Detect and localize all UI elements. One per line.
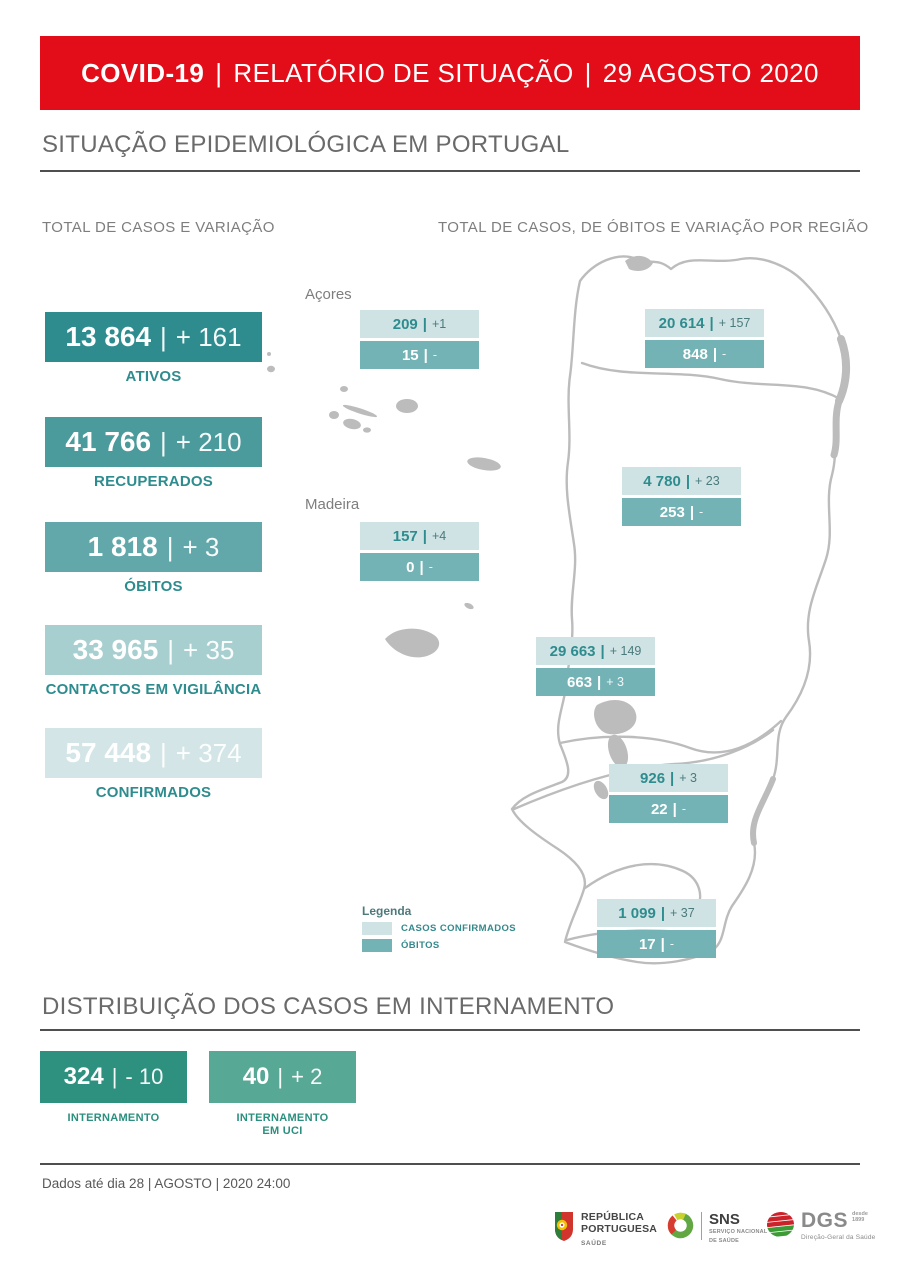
section-divider [40,1029,860,1031]
region-madeira-cases-row [360,522,479,550]
separator: | [419,558,424,576]
stat-box [45,417,262,467]
deaths-value: 15 [401,346,419,364]
dgs-globe-icon [766,1211,795,1238]
legend-row-deaths [362,939,516,952]
region-acores-cases-row [360,310,479,338]
stat-variation: + 210 [175,426,242,457]
sns-ring-icon [667,1212,694,1239]
stat-box [45,625,262,675]
cases-variation: + 23 [695,474,720,488]
region-norte-deaths-row [645,340,764,368]
region-alentejo-cases-row [609,764,728,792]
region-norte-cases-row [645,309,764,337]
deaths-value: 17 [638,935,656,953]
stat-label: ÓBITOS [124,578,183,595]
stat-box [45,522,262,572]
stat-value: 57 448 [65,737,152,768]
logo-name: SNS [709,1211,740,1228]
cases-value: 29 663 [549,642,596,660]
deaths-swatch [362,939,392,952]
atlantic-islands-map [255,338,525,673]
stat-label [209,1112,356,1138]
stat-value: 40 [242,1063,270,1090]
logo-since-line: 1899 [852,1217,865,1223]
region-lisboa-cases-row [536,637,655,665]
report-banner [40,36,860,110]
cases-variation: +1 [431,317,447,331]
stat-label: ATIVOS [125,368,182,385]
stat-value: 13 864 [65,321,152,352]
separator: | [712,345,718,363]
deaths-variation: + 3 [606,675,624,689]
separator: | [709,314,714,332]
deaths-value: 663 [567,673,593,691]
separator: | [600,642,605,660]
separator: | [166,531,174,562]
stat-internamento-uci [209,1051,356,1138]
dgs-logo [766,1211,876,1241]
logo-name: DGS [801,1209,849,1232]
separator: | [422,527,427,545]
region-centro-cases-row [622,467,741,495]
cases-variation: + 37 [670,906,695,920]
separator: | [685,472,691,490]
stat-value: 41 766 [65,426,152,457]
stat-confirmados [45,728,262,801]
separator: | [660,935,665,953]
cases-value: 926 [640,769,666,787]
deaths-value: 253 [659,503,685,521]
section-divider [40,170,860,172]
banner-app-title: COVID-19 [81,57,205,88]
stat-box [209,1051,356,1103]
logo-line: REPÚBLICA [581,1211,645,1223]
stat-label-line: INTERNAMENTO [236,1112,329,1124]
deaths-variation: - [722,347,727,361]
stat-variation: + 2 [291,1064,323,1089]
map-legend [362,904,516,952]
stat-ativos [45,312,262,385]
region-label-acores: Açores [305,286,352,303]
stat-box [45,728,262,778]
region-acores-deaths-row [360,341,479,369]
stat-value: 33 965 [72,634,159,665]
republica-portuguesa-logo [554,1211,657,1247]
logo-subtitle-line: SERVIÇO NACIONAL [709,1229,768,1235]
deaths-variation: - [699,505,704,519]
stat-label-line: EM UCI [262,1125,303,1137]
logo-line: PORTUGUESA [581,1223,658,1235]
cases-value: 157 [392,527,418,545]
deaths-value: 22 [650,800,668,818]
cases-variation: + 3 [679,771,697,785]
section-title-hospital: DISTRIBUIÇÃO DOS CASOS EM INTERNAMENTO [42,993,615,1020]
separator: | [689,503,695,521]
logo-subtitle: Direção-Geral da Saúde [801,1234,876,1241]
stat-label: CONFIRMADOS [95,784,212,801]
region-label-madeira: Madeira [305,496,360,513]
banner-report-title: RELATÓRIO DE SITUAÇÃO [233,57,574,88]
logo-divider [701,1212,702,1240]
separator: | [160,321,167,352]
stat-internamento [40,1051,187,1125]
separator: | [167,634,175,665]
data-cutoff-note: Dados até dia 28 | AGOSTO | 2020 24:00 [42,1176,291,1191]
separator: | [277,1064,284,1089]
region-alentejo-deaths-row [609,795,728,823]
separator: | [670,769,675,787]
banner-date: 29 AGOSTO 2020 [602,57,819,88]
logo-subtitle: SAÚDE [581,1240,607,1247]
banner-separator: | [584,57,592,88]
cases-value: 20 614 [658,314,705,332]
stat-recuperados [45,417,262,490]
totals-heading: TOTAL DE CASOS E VARIAÇÃO [42,219,275,236]
separator: | [160,426,167,457]
section-title-epidemiological: SITUAÇÃO EPIDEMIOLÓGICA EM PORTUGAL [42,131,570,158]
cases-value: 1 099 [618,904,656,922]
region-algarve-cases-row [597,899,716,927]
stat-label: INTERNAMENTO [67,1112,160,1124]
legend-label: CASOS CONFIRMADOS [401,923,516,934]
cases-value: 209 [392,315,418,333]
logo-since-line: desde [852,1211,868,1217]
stat-box [45,312,262,362]
stat-value: 1 818 [87,531,158,562]
separator: | [422,315,427,333]
stat-obitos [45,522,262,595]
sns-logo [667,1212,767,1244]
stat-contactos-vigilancia [45,625,262,698]
stat-variation: + 374 [175,737,242,768]
cases-value: 4 780 [643,472,681,490]
stat-variation: + 161 [175,321,242,352]
separator: | [660,904,666,922]
regions-heading: TOTAL DE CASOS, DE ÓBITOS E VARIAÇÃO POR REGIÃO [438,219,869,236]
deaths-variation: - [681,802,687,816]
banner-separator: | [215,57,223,88]
confirmed-cases-swatch [362,922,392,935]
deaths-variation: - [669,937,675,951]
cases-variation: +4 [431,529,447,543]
deaths-variation: - [432,348,438,362]
separator: | [111,1064,118,1089]
region-algarve-deaths-row [597,930,716,958]
portugal-flag-icon [554,1211,574,1242]
legend-row-confirmed [362,922,516,935]
deaths-value: 0 [406,558,415,576]
separator: | [423,346,428,364]
region-centro-deaths-row [622,498,741,526]
logo-subtitle-line: DE SAÚDE [709,1237,740,1244]
stat-box [40,1051,187,1103]
stat-label: RECUPERADOS [94,473,213,490]
cases-variation: + 149 [609,644,642,658]
stat-variation: + 35 [183,634,235,665]
separator: | [672,800,677,818]
cases-variation: + 157 [718,316,751,330]
stat-variation: - 10 [125,1064,164,1089]
stat-variation: + 3 [182,531,220,562]
separator: | [597,673,602,691]
region-madeira-deaths-row [360,553,479,581]
stat-label: CONTACTOS EM VIGILÂNCIA [45,681,262,698]
separator: | [160,737,167,768]
footer-divider [40,1163,860,1165]
legend-label: ÓBITOS [401,940,440,951]
legend-title: Legenda [362,904,412,918]
deaths-variation: - [428,560,433,574]
deaths-value: 848 [682,345,708,363]
region-lisboa-deaths-row [536,668,655,696]
stat-value: 324 [63,1063,104,1090]
